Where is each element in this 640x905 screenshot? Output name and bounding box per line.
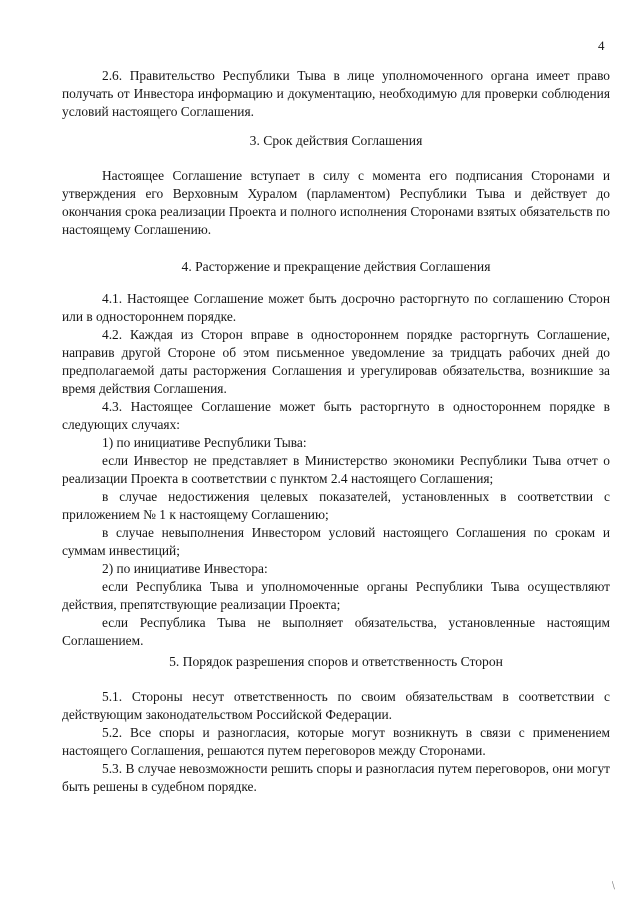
section-5-body <box>62 688 610 796</box>
clause-5-1: 5.1. Стороны несут ответственность по своим обязательствам в соответствии с действующим законодательством Российской Федерации. <box>62 689 610 722</box>
section-4-body <box>62 290 610 650</box>
clause-4-3-item-2a: если Республика Тыва и уполномоченные органы Республики Тыва осуществляют действия, препятствующие реализации Проекта; <box>62 579 610 612</box>
section-5-heading: 5. Порядок разрешения споров и ответственность Сторон <box>169 654 503 669</box>
section-3-heading: 3. Срок действия Соглашения <box>249 133 423 148</box>
pen-mark: / <box>608 878 619 892</box>
clause-4-3-item-1b: в случае недостижения целевых показателей, установленных в соответствии с приложением № 1 к настоящему Соглашению; <box>62 489 610 522</box>
clause-4-3: 4.3. Настоящее Соглашение может быть расторгнуто в одностороннем порядке в следующих случаях: <box>62 399 610 432</box>
page-number: 4 <box>598 38 605 53</box>
clause-5-3: 5.3. В случае невозможности решить споры и разногласия путем переговоров, они могут быть решены в судебном порядке. <box>62 761 610 794</box>
clause-2-6: 2.6. Правительство Республики Тыва в лице уполномоченного органа имеет право получать от Инвестора информацию и документацию, необходимую для проверки соблюдения условий настоящего Соглашения. <box>62 68 610 119</box>
clause-5-2: 5.2. Все споры и разногласия, которые могут возникнуть в связи с применением настоящего Соглашения, решаются путем переговоров между Сторонами. <box>62 725 610 758</box>
section-3-body <box>62 167 610 239</box>
clause-4-3-item-2b: если Республика Тыва не выполняет обязательства, установленные настоящим Соглашением. <box>62 615 610 648</box>
clause-4-2: 4.2. Каждая из Сторон вправе в одностороннем порядке расторгнуть Соглашение, направив другой Стороне об этом письменное уведомление за тридцать рабочих дней до предполагаемой даты расторжения Соглашения и урегулировав обязательства, возникшие за время действия Соглашения. <box>62 327 610 396</box>
clause-2-6-block <box>62 67 610 121</box>
section-3-paragraph: Настоящее Соглашение вступает в силу с момента его подписания Сторонами и утверждения его Верховным Хуралом (парламентом) Республики Тыва и действует до окончания срока реализации Проекта и полного исполнения Сторонами взятых обязательств по настоящему Соглашению. <box>62 168 610 237</box>
clause-4-3-item-2: 2) по инициативе Инвестора: <box>102 561 268 576</box>
section-4-heading: 4. Расторжение и прекращение действия Соглашения <box>181 259 491 274</box>
clause-4-3-item-1a: если Инвестор не представляет в Министерство экономики Республики Тыва отчет о реализации Проекта в соответствии с пунктом 2.4 настоящего Соглашения; <box>62 453 610 486</box>
clause-4-3-item-1c: в случае невыполнения Инвестором условий настоящего Соглашения по срокам и суммам инвестиций; <box>62 525 610 558</box>
clause-4-3-item-1: 1) по инициативе Республики Тыва: <box>102 435 307 450</box>
clause-4-1: 4.1. Настоящее Соглашение может быть досрочно расторгнуто по соглашению Сторон или в одностороннем порядке. <box>62 291 610 324</box>
